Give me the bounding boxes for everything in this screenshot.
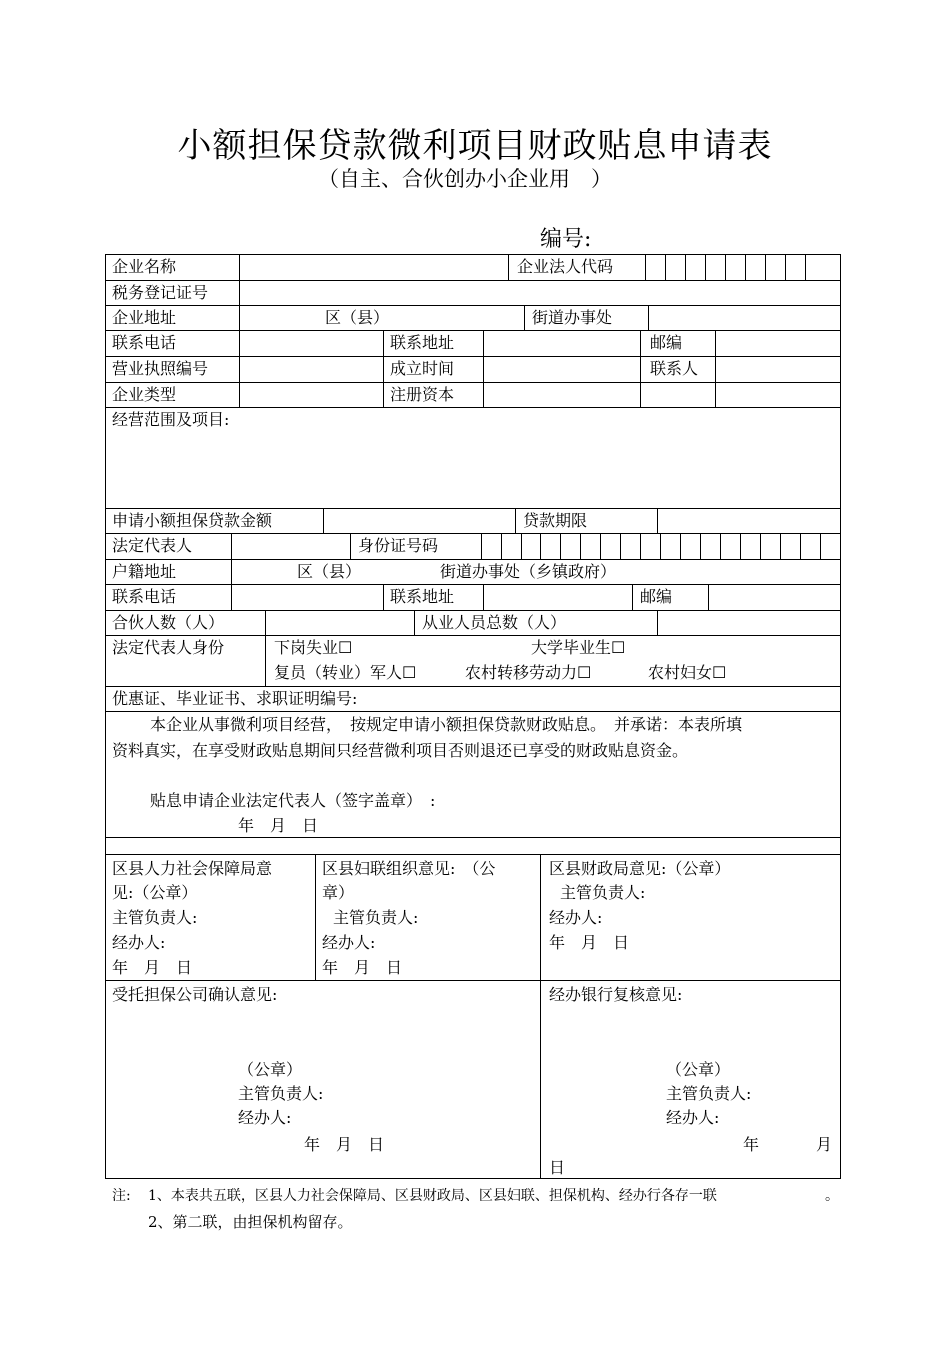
- founded-date-label: 成立时间: [390, 359, 455, 378]
- employees-count-label: 从业人员总数（人）: [422, 613, 567, 632]
- declaration-line-2: 资料真实，在享受财政贴息期间只经营微利项目否则退还已享受的财政贴息资金。: [112, 741, 689, 760]
- row-rule: [105, 382, 841, 383]
- row-rule: [105, 837, 841, 838]
- notes-prefix: 注:: [112, 1188, 131, 1204]
- col-rule: [760, 533, 761, 559]
- legal-representative-label: 法定代表人: [112, 536, 193, 555]
- business-scope-label: 经营范围及项目:: [112, 410, 230, 429]
- postcode-label: 邮编: [650, 333, 683, 352]
- rep-identity-label: 法定代表人身份: [112, 638, 225, 657]
- row-rule: [105, 980, 841, 981]
- col-rule: [515, 508, 516, 533]
- col-rule: [600, 533, 601, 559]
- col-rule: [657, 508, 658, 533]
- district-label: 区（县）: [325, 308, 390, 327]
- bank-handler-label: 经办人:: [666, 1108, 720, 1127]
- option-rural-women[interactable]: 农村妇女☐: [648, 663, 727, 682]
- col-rule: [540, 854, 541, 1179]
- subdistrict-label: 街道办事处: [532, 308, 613, 327]
- registered-capital-label: 注册资本: [390, 385, 455, 404]
- col-rule: [414, 610, 415, 635]
- col-rule: [785, 254, 786, 280]
- guarantee-handler-label: 经办人:: [238, 1108, 292, 1127]
- col-rule: [657, 610, 658, 635]
- rep-phone-label: 联系电话: [112, 587, 177, 606]
- bank-date-month: 月: [816, 1135, 833, 1154]
- contact-address-label: 联系地址: [390, 333, 455, 352]
- col-rule: [524, 305, 525, 330]
- row-rule: [105, 584, 841, 585]
- household-subdistrict-label: 街道办事处（乡镇政府）: [440, 562, 617, 581]
- hrss-opinion-line-2: 见:（公章）: [112, 883, 198, 902]
- row-rule: [105, 330, 841, 331]
- guarantee-seal: （公章）: [238, 1060, 303, 1079]
- declaration-date: 年 月 日: [238, 816, 319, 835]
- guarantee-head-label: 主管负责人:: [238, 1084, 324, 1103]
- hrss-date: 年 月 日: [112, 958, 193, 977]
- col-rule: [508, 254, 509, 280]
- women-head-label: 主管负责人:: [333, 908, 419, 927]
- loan-amount-label: 申请小额担保贷款金额: [112, 511, 273, 530]
- household-address-label: 户籍地址: [112, 562, 177, 581]
- col-rule: [483, 330, 484, 407]
- row-rule: [105, 305, 841, 306]
- bank-opinion-label: 经办银行复核意见:: [549, 985, 683, 1004]
- col-rule: [660, 533, 661, 559]
- col-rule: [620, 533, 621, 559]
- note-2: 2、第二联，由担保机构留存。: [148, 1213, 353, 1231]
- hrss-handler-label: 经办人:: [112, 933, 166, 952]
- row-rule: [105, 280, 841, 281]
- row-rule: [105, 533, 841, 534]
- finance-date: 年 月 日: [549, 933, 630, 952]
- women-date: 年 月 日: [322, 958, 403, 977]
- col-rule: [315, 854, 316, 980]
- col-rule: [780, 533, 781, 559]
- col-rule: [805, 254, 806, 280]
- certificate-number-label: 优惠证、毕业证书、求职证明编号:: [112, 689, 358, 708]
- id-number-label: 身份证号码: [358, 536, 439, 555]
- col-rule: [640, 533, 641, 559]
- col-rule: [350, 533, 351, 559]
- partners-count-label: 合伙人数（人）: [112, 613, 225, 632]
- col-rule: [632, 584, 633, 610]
- enterprise-address-label: 企业地址: [112, 308, 177, 327]
- col-rule: [720, 533, 721, 559]
- bank-head-label: 主管负责人:: [666, 1084, 752, 1103]
- note-1: 1、本表共五联，区县人力社会保障局、区县财政局、区县妇联、担保机构、经办行各存一联: [148, 1188, 717, 1204]
- col-rule: [231, 533, 232, 610]
- legal-code-label: 企业法人代码: [517, 257, 614, 276]
- col-rule: [521, 533, 522, 559]
- phone-label: 联系电话: [112, 333, 177, 352]
- option-graduate[interactable]: 大学毕业生☐: [531, 638, 626, 657]
- col-rule: [715, 330, 716, 407]
- contact-person-label: 联系人: [650, 359, 699, 378]
- col-rule: [383, 584, 384, 610]
- enterprise-type-label: 企业类型: [112, 385, 177, 404]
- col-rule: [685, 254, 686, 280]
- col-rule: [740, 533, 741, 559]
- rep-contact-address-label: 联系地址: [390, 587, 455, 606]
- tax-registration-label: 税务登记证号: [112, 283, 209, 302]
- page-subtitle: （自主、合伙创办小企业用 ）: [318, 167, 612, 191]
- col-rule: [648, 305, 649, 330]
- finance-opinion-line-1: 区县财政局意见:（公章）: [549, 859, 731, 878]
- declaration-line-1: 本企业从事微利项目经营， 按规定申请小额担保贷款财政贴息。 并承诺：本表所填: [150, 715, 743, 734]
- col-rule: [725, 254, 726, 280]
- col-rule: [580, 533, 581, 559]
- women-handler-label: 经办人:: [322, 933, 376, 952]
- col-rule: [540, 533, 541, 559]
- page-title: 小额担保贷款微利项目财政贴息申请表: [177, 126, 773, 166]
- col-rule: [239, 254, 240, 407]
- option-laid-off[interactable]: 下岗失业☐: [274, 638, 353, 657]
- women-opinion-line-2: 章）: [322, 883, 355, 902]
- col-rule: [265, 610, 266, 686]
- col-rule: [383, 330, 384, 407]
- enterprise-name-label: 企业名称: [112, 257, 177, 276]
- option-rural-labor[interactable]: 农村转移劳动力☐: [465, 663, 592, 682]
- finance-handler-label: 经办人:: [549, 908, 603, 927]
- guarantee-opinion-label: 受托担保公司确认意见:: [112, 985, 278, 1004]
- col-rule: [708, 584, 709, 610]
- bank-date-day: 日: [549, 1158, 566, 1177]
- col-rule: [483, 584, 484, 610]
- serial-number-label: 编号:: [540, 227, 592, 252]
- note-1-period: 。: [825, 1188, 839, 1204]
- hrss-opinion-line-1: 区县人力社会保障局意: [112, 859, 273, 878]
- finance-head-label: 主管负责人:: [560, 883, 646, 902]
- col-rule: [765, 254, 766, 280]
- row-rule: [105, 854, 841, 855]
- row-rule: [105, 356, 841, 357]
- col-rule: [700, 533, 701, 559]
- rep-postcode-label: 邮编: [640, 587, 673, 606]
- guarantee-date: 年 月 日: [304, 1135, 385, 1154]
- hrss-head-label: 主管负责人:: [112, 908, 198, 927]
- col-rule: [680, 533, 681, 559]
- col-rule: [481, 533, 482, 559]
- bank-date-year: 年: [743, 1135, 760, 1154]
- col-rule: [560, 533, 561, 559]
- declaration-signature: 贴息申请企业法定代表人（签字盖章） :: [150, 791, 436, 810]
- household-district-label: 区（县）: [297, 562, 362, 581]
- col-rule: [640, 330, 641, 407]
- row-rule: [105, 711, 841, 712]
- option-veteran[interactable]: 复员（转业）军人☐: [274, 663, 417, 682]
- col-rule: [501, 533, 502, 559]
- bank-seal: （公章）: [666, 1060, 731, 1079]
- col-rule: [645, 254, 646, 280]
- loan-term-label: 贷款期限: [523, 511, 588, 530]
- col-rule: [800, 533, 801, 559]
- col-rule: [323, 508, 324, 533]
- col-rule: [705, 254, 706, 280]
- col-rule: [820, 533, 821, 559]
- col-rule: [665, 254, 666, 280]
- women-opinion-line-1: 区县妇联组织意见: （公: [322, 859, 496, 878]
- license-number-label: 营业执照编号: [112, 359, 209, 378]
- col-rule: [745, 254, 746, 280]
